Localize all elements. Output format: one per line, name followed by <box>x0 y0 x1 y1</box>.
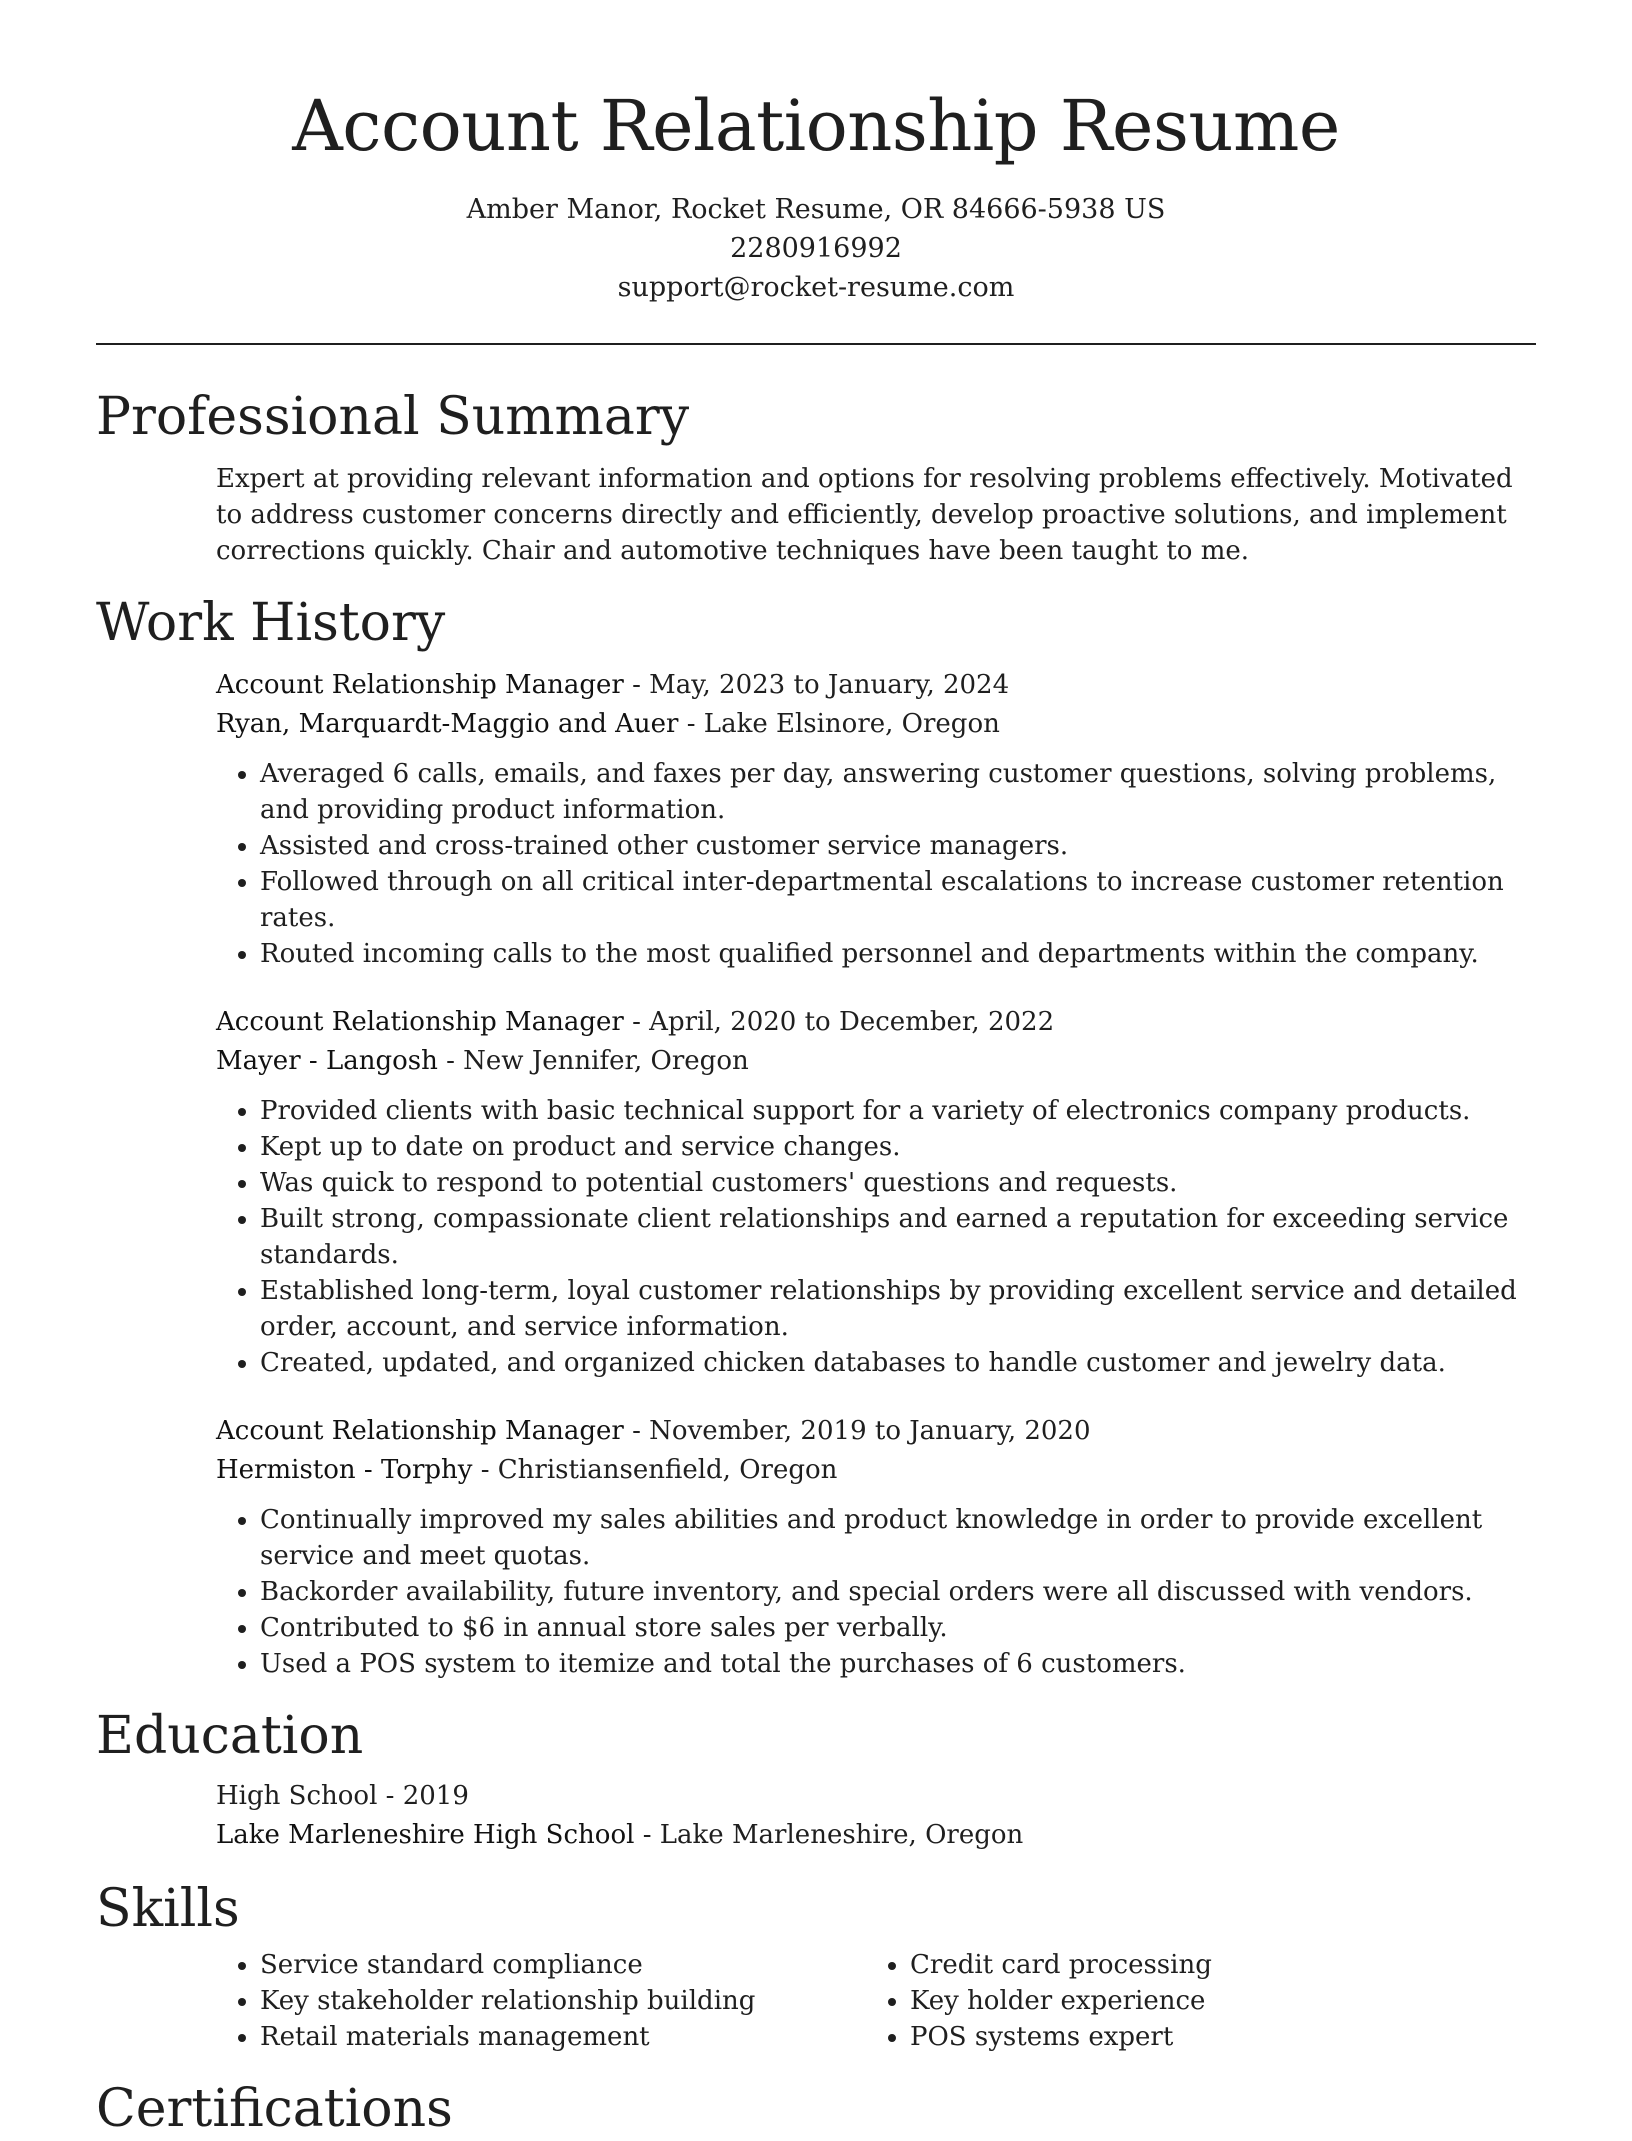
job-dates: May, 2023 to January, 2024 <box>649 670 1010 700</box>
separator: - <box>623 670 650 700</box>
list-item: • Key holder experience <box>910 1983 1516 2019</box>
section-title-certifications: Certifications <box>96 2079 453 2139</box>
work-section <box>96 591 1536 1682</box>
list-item: • Assisted and cross-trained other customer service managers. <box>260 828 1536 864</box>
job-entry <box>216 667 1536 972</box>
contact-block <box>0 190 1632 307</box>
separator: - <box>472 1455 498 1485</box>
job-company: Mayer - Langosh <box>216 1046 438 1076</box>
list-item: • Continually improved my sales abilities and product knowledge in order to provide excellent service and meet quotas. <box>260 1502 1536 1574</box>
skills-list-right <box>866 1947 1516 2055</box>
list-item: • Retail materials management <box>260 2019 866 2055</box>
job-company-line <box>216 1043 1536 1079</box>
education-degree-line <box>216 1778 1536 1814</box>
section-title-work: Work History <box>96 593 446 653</box>
job-entry <box>216 1004 1536 1381</box>
skills-section <box>96 1877 1536 2055</box>
job-title-line <box>216 667 1536 703</box>
list-item: • Backorder availability, future inventory, and special orders were all discussed with vendors. <box>260 1574 1536 1610</box>
separator: - <box>623 1416 650 1446</box>
list-item: • Used a POS system to itemize and total the purchases of 6 customers. <box>260 1646 1536 1682</box>
job-company: Ryan, Marquardt-Maggio and Auer <box>216 709 679 739</box>
summary-section <box>96 385 1536 569</box>
phone: 2280916992 <box>730 233 902 264</box>
separator: - <box>678 709 704 739</box>
address: Amber Manor, Rocket Resume, OR 84666-5938 US <box>466 194 1166 225</box>
email: support@rocket-resume.com <box>617 272 1015 303</box>
job-bullets <box>216 756 1536 972</box>
section-title-summary: Professional Summary <box>96 387 690 447</box>
resume-title: Account Relationship Resume <box>292 85 1340 167</box>
list-item: • Credit card processing <box>910 1947 1516 1983</box>
education-school: Lake Marleneshire High School <box>216 1820 635 1850</box>
list-item: • POS systems expert <box>910 2019 1516 2055</box>
skills-list-left <box>216 1947 866 2055</box>
summary-text: Expert at providing relevant information and options for resolving problems effectively. Motivated to address customer concerns directly and efficiently, develop proactive solutions, and implement corrections quickly. Chair and automotive techniques have been taught to me. <box>216 464 1513 566</box>
separator: - <box>377 1781 403 1811</box>
list-item: • Was quick to respond to potential customers' questions and requests. <box>260 1165 1536 1201</box>
separator: - <box>634 1820 660 1850</box>
education-location: Lake Marleneshire, Oregon <box>659 1820 1024 1850</box>
job-role: Account Relationship Manager <box>216 1416 624 1446</box>
list-item: • Followed through on all critical inter-departmental escalations to increase customer retention rates. <box>260 864 1536 936</box>
skills-grid <box>216 1947 1536 2055</box>
job-dates: November, 2019 to January, 2020 <box>649 1416 1091 1446</box>
job-company-line <box>216 706 1536 742</box>
summary-body <box>216 461 1536 569</box>
separator: - <box>623 1007 650 1037</box>
job-bullets <box>216 1093 1536 1381</box>
list-item: • Averaged 6 calls, emails, and faxes per day, answering customer questions, solving problems, and providing product information. <box>260 756 1536 828</box>
list-item: • Kept up to date on product and service changes. <box>260 1129 1536 1165</box>
job-entry <box>216 1413 1536 1682</box>
list-item: • Key stakeholder relationship building <box>260 1983 866 2019</box>
list-item: • Provided clients with basic technical support for a variety of electronics company products. <box>260 1093 1536 1129</box>
job-company-line <box>216 1452 1536 1488</box>
certifications-section <box>96 2077 1536 2141</box>
job-title-line <box>216 1413 1536 1449</box>
job-location: Lake Elsinore, Oregon <box>703 709 1000 739</box>
job-role: Account Relationship Manager <box>216 670 624 700</box>
section-title-education: Education <box>96 1706 364 1766</box>
education-year: 2019 <box>402 1781 469 1811</box>
list-item: • Created, updated, and organized chicken databases to handle customer and jewelry data. <box>260 1345 1536 1381</box>
section-title-skills: Skills <box>96 1879 240 1939</box>
education-degree: High School <box>216 1781 378 1811</box>
job-company: Hermiston - Torphy <box>216 1455 473 1485</box>
list-item: • Built strong, compassionate client relationships and earned a reputation for exceeding service standards. <box>260 1201 1536 1273</box>
job-location: Christiansenfield, Oregon <box>497 1455 838 1485</box>
job-dates: April, 2020 to December, 2022 <box>649 1007 1055 1037</box>
job-location: New Jennifer, Oregon <box>463 1046 749 1076</box>
education-entry <box>216 1778 1536 1853</box>
job-role: Account Relationship Manager <box>216 1007 624 1037</box>
job-title-line <box>216 1004 1536 1040</box>
education-section <box>96 1704 1536 1853</box>
header-divider <box>96 343 1536 345</box>
list-item: • Contributed to $6 in annual store sales per verbally. <box>260 1610 1536 1646</box>
list-item: • Routed incoming calls to the most qualified personnel and departments within the company. <box>260 936 1536 972</box>
resume-header <box>0 0 1632 307</box>
job-bullets <box>216 1502 1536 1682</box>
list-item: • Established long-term, loyal customer relationships by providing excellent service and detailed order, account, and service information. <box>260 1273 1536 1345</box>
education-school-line <box>216 1817 1536 1853</box>
list-item: • Service standard compliance <box>260 1947 866 1983</box>
separator: - <box>437 1046 464 1076</box>
